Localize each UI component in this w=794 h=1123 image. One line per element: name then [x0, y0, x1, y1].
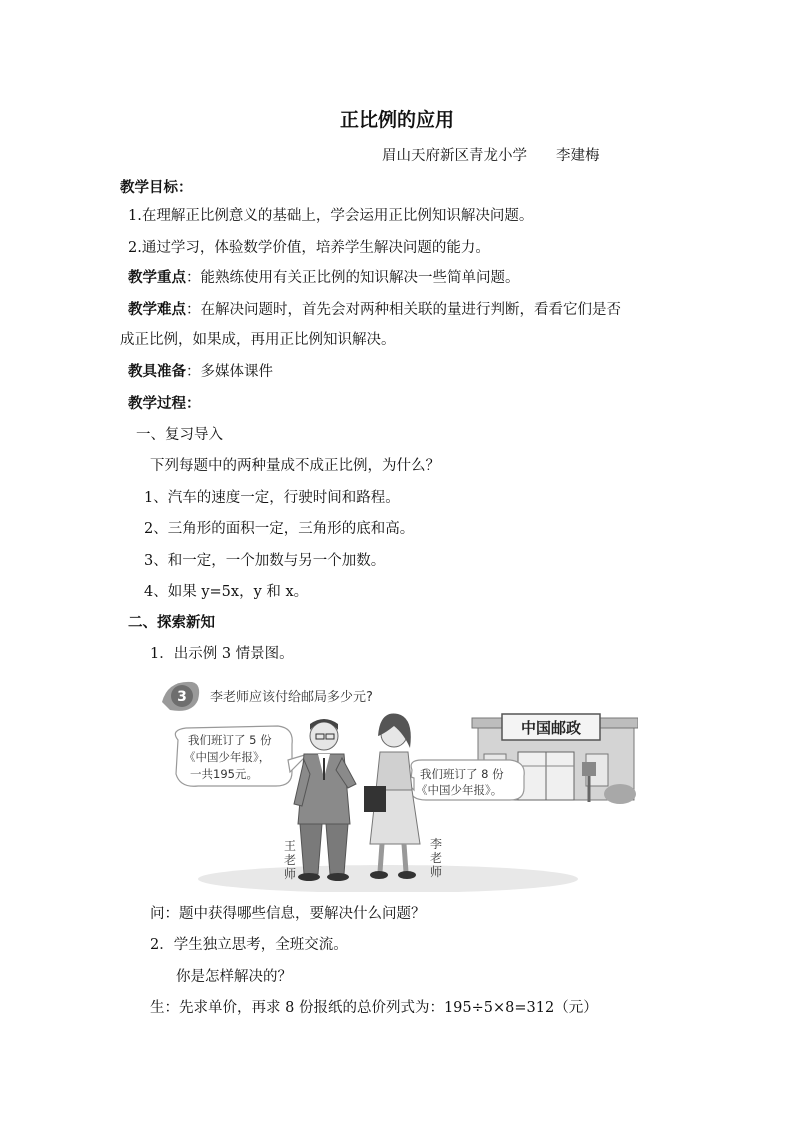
speech-right-line: 《中国少年报》。 [416, 783, 503, 797]
key-point-label: 教学重点 [128, 269, 186, 286]
difficulty-line-1 [128, 300, 621, 320]
step-1: 1．出示例 3 情景图。 [150, 646, 294, 662]
key-point [128, 268, 520, 288]
name-left-char: 王 [284, 839, 297, 853]
badge-number: 3 [177, 689, 187, 705]
goals-heading: 教学目标： [120, 179, 193, 196]
page-title: 正比例的应用 [339, 109, 454, 131]
goal-1: 1.在理解正比例意义的基础上，学会运用正比例知识解决问题。 [128, 208, 534, 224]
review-item: 2、三角形的面积一定，三角形的底和高。 [144, 521, 415, 537]
author-line: 眉山天府新区青龙小学 李建梅 [382, 148, 600, 164]
section1-question: 下列每题中的两种量成不成正比例，为什么？ [150, 458, 440, 474]
step-2: 2．学生独立思考，全班交流。 [150, 937, 348, 953]
section1-heading: 一、复习导入 [136, 427, 223, 443]
difficulty-label: 教学难点 [128, 301, 186, 318]
speech-right-line: 我们班订了 8 份 [420, 767, 504, 781]
tools-text: ：多媒体课件 [186, 364, 273, 380]
name-right-char: 李 [430, 837, 443, 851]
name-left-char: 师 [284, 867, 297, 881]
difficulty-text-2: 成正比例，如果成，再用正比例知识解决。 [120, 332, 396, 348]
speech-left-line: 一共195元。 [190, 767, 258, 781]
question-line: 问：题中获得哪些信息，要解决什么问题？ [150, 906, 426, 922]
how-question: 你是怎样解决的？ [176, 969, 292, 985]
section2-heading: 二、探索新知 [128, 614, 215, 631]
figure-question: 李老师应该付给邮局多少元? [210, 690, 373, 705]
student-answer: 生：先求单价，再求 8 份报纸的总价列式为：195÷5×8=312（元） [150, 1000, 598, 1016]
tools-label: 教具准备 [128, 363, 186, 380]
process-heading: 教学过程： [128, 395, 201, 412]
name-right-char: 师 [430, 865, 443, 879]
review-item: 4、如果 y=5x，y 和 x。 [144, 584, 309, 600]
difficulty-text-1: ：在解决问题时，首先会对两种相关联的量进行判断，看看它们是否 [186, 302, 621, 318]
goal-2: 2.通过学习，体验数学价值，培养学生解决问题的能力。 [128, 240, 490, 256]
post-office-sign: 中国邮政 [520, 719, 582, 737]
name-left-char: 老 [284, 853, 297, 867]
speech-left-line: 《中国少年报》， [184, 750, 271, 764]
review-item: 3、和一定，一个加数与另一个加数。 [144, 553, 386, 569]
tools-line [128, 362, 273, 382]
key-point-text: ：能熟练使用有关正比例的知识解决一些简单问题。 [186, 270, 520, 286]
example-3-illustration [158, 674, 638, 892]
speech-left-line: 我们班订了 5 份 [188, 733, 272, 747]
name-right-char: 老 [430, 851, 443, 865]
review-item: 1、汽车的速度一定，行驶时间和路程。 [144, 490, 400, 506]
